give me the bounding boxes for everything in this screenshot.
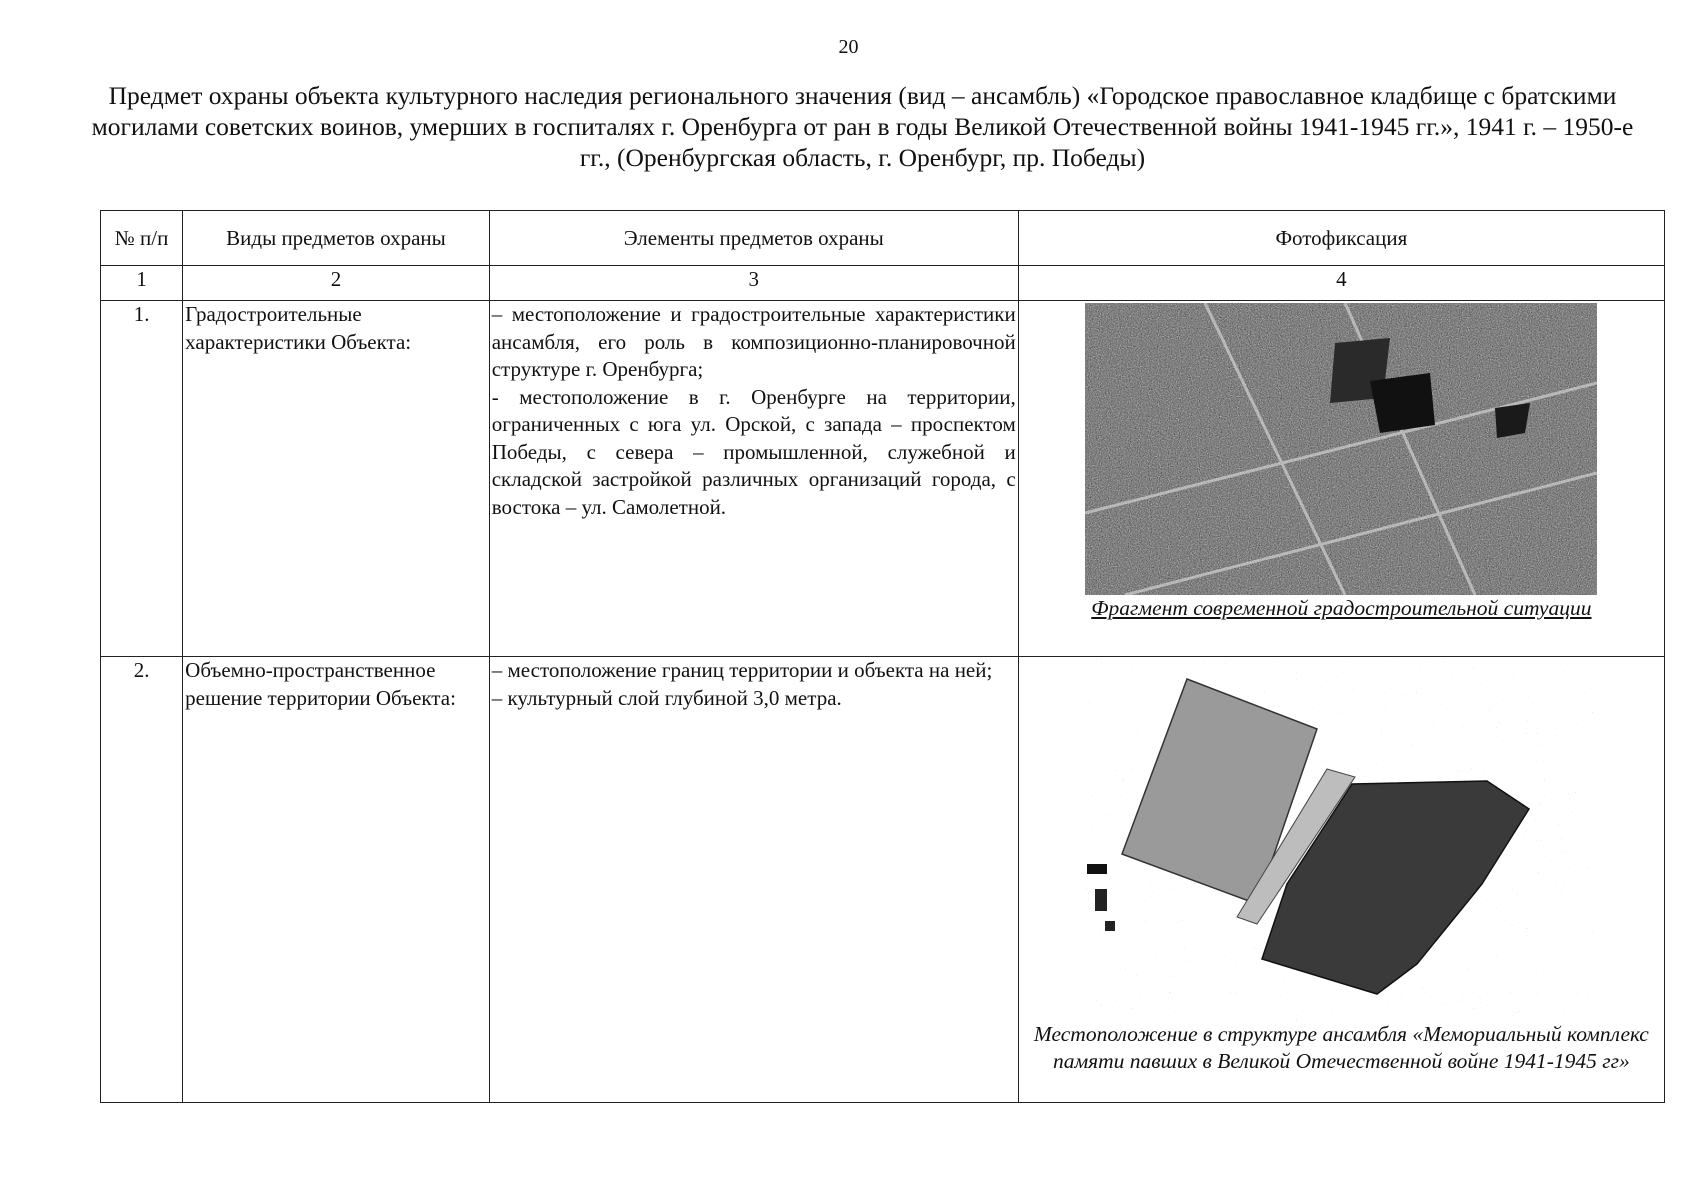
- header-protection-type: Виды предметов охраны: [183, 211, 490, 266]
- column-number-row: [101, 266, 1665, 301]
- element-item: – культурный слой глубиной 3,0 метра.: [491, 685, 842, 710]
- protection-type: Градостроительные характеристики Объекта:: [183, 301, 490, 657]
- page-number: 20: [838, 36, 859, 58]
- element-item: – местоположение границ территории и объекта на ней;: [491, 658, 993, 682]
- aerial-photo: [1085, 303, 1597, 595]
- column-number: 2: [183, 266, 490, 301]
- element-item: - местоположение в г. Оренбурге на территории, ограниченных с юга ул. Орской, с запада – проспектом Победы, с севера – промышленной, служебной и складской застройкой различных организаций города, с востока – ул. Самолетной.: [491, 384, 1016, 519]
- table-header-row: [101, 211, 1665, 266]
- photo-caption: Местоположение в структуре ансамбля «Мемориальный комплекс памяти павших в Великой Отечественной войне 1941-1945 гг»: [1033, 1022, 1649, 1073]
- site-plan-map: [1087, 659, 1595, 1021]
- photo-caption: Фрагмент современной градостроительной ситуации: [1091, 596, 1592, 620]
- photo-cell: [1018, 657, 1664, 1103]
- protection-elements: [489, 301, 1018, 657]
- header-protection-elements: Элементы предметов охраны: [489, 211, 1018, 266]
- protection-elements: [489, 657, 1018, 1103]
- column-number: 4: [1018, 266, 1664, 301]
- protection-table: [100, 210, 1665, 1103]
- column-number: 3: [489, 266, 1018, 301]
- element-item: – местоположение и градостроительные характеристики ансамбля, его роль в композиционно-планировочной структуре г. Оренбурга;: [491, 302, 1016, 381]
- header-number: № п/п: [101, 211, 183, 266]
- row-number: 2.: [101, 657, 183, 1103]
- column-number: 1: [101, 266, 183, 301]
- row-number: 1.: [101, 301, 183, 657]
- table-row: [101, 301, 1665, 657]
- table-row: [101, 657, 1665, 1103]
- header-photo: Фотофиксация: [1018, 211, 1664, 266]
- protection-type: Объемно-пространственное решение территории Объекта:: [183, 657, 490, 1103]
- photo-cell: [1018, 301, 1664, 657]
- document-title: Предмет охраны объекта культурного наследия регионального значения (вид – ансамбль) «Городское православное кладбище с братскими могилами советских воинов, умерших в госпиталях г. Оренбурга от ран в годы Великой Отечественной войны 1941-1945 гг.», 1941 г. – 1950-е гг., (Оренбургская область, г. Оренбург, пр. Победы): [91, 81, 1634, 172]
